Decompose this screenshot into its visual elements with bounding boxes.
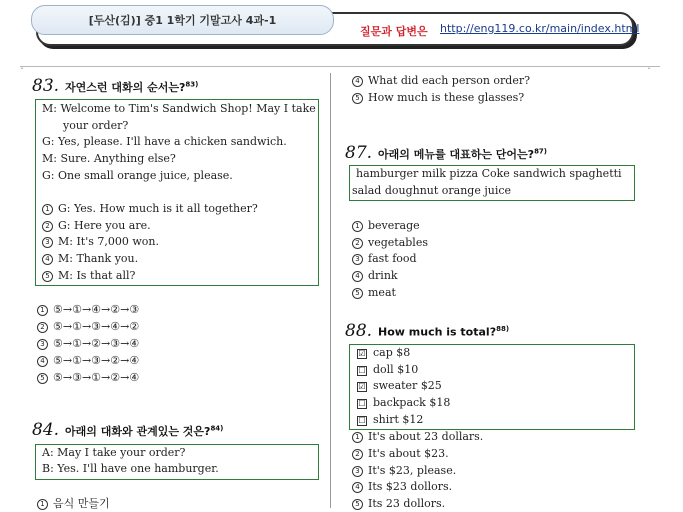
q88-option-4[interactable]: 4 Its $23 dollors.	[352, 478, 452, 495]
page-mark-left: ˯	[20, 60, 24, 69]
q83-dialogue-line: M: Sure. Anything else?	[42, 152, 176, 165]
q83-dialogue-line: M: Welcome to Tim's Sandwich Shop! May I take	[42, 102, 316, 115]
q88-items-box	[349, 344, 635, 430]
q84-number: 84.	[32, 420, 60, 440]
q87-menu-line: salad doughnut orange juice	[352, 184, 512, 197]
q88-number: 88.	[345, 321, 373, 341]
q84-prompt: 아래의 대화와 관계있는 것은?$^{84)}$	[65, 424, 224, 438]
q83-sentence: 4 M: Thank you.	[42, 251, 138, 267]
column-divider	[330, 73, 331, 508]
q84-title	[32, 420, 223, 440]
q83-prompt: 자연스런 대화의 순서는?$^{83)}$	[65, 80, 199, 94]
q87-option-4[interactable]: 4 drink	[352, 267, 398, 284]
checkbox-icon: ☐	[358, 366, 366, 375]
q83-sentence: 2 G: Here you are.	[42, 218, 151, 234]
q87-option-1[interactable]: 1 beverage	[352, 217, 420, 234]
q88-prompt: How much is total?$^{88)}$	[378, 325, 510, 339]
q88-option-3[interactable]: 3 It's $23, please.	[352, 462, 456, 479]
q88-item: ☑ sweater $25	[358, 379, 442, 392]
q87-prompt: 아래의 메뉴를 대표하는 단어는?$^{87)}$	[378, 147, 548, 161]
q83-option-5[interactable]: 5 ⑤→③→①→②→④	[37, 369, 139, 386]
q83-option-3[interactable]: 3 ⑤→①→②→③→④	[37, 335, 139, 352]
q87-number: 87.	[345, 143, 373, 163]
page-mark-right: ˯	[647, 60, 651, 69]
q88-title	[345, 321, 509, 341]
q84-dialogue-line: A: May I take your order?	[42, 446, 186, 459]
qa-label: 질문과 답변은	[360, 25, 428, 38]
q83-dialogue-line: G: One small orange juice, please.	[42, 169, 233, 182]
q83-sentence: 1 G: Yes. How much is it all together?	[42, 201, 258, 217]
checkbox-icon: ☐	[358, 416, 366, 425]
q87-option-2[interactable]: 2 vegetables	[352, 234, 428, 251]
q83-option-4[interactable]: 4 ⑤→①→③→②→④	[37, 352, 139, 369]
q87-menu-box	[349, 165, 635, 201]
q87-option-5[interactable]: 5 meat	[352, 284, 396, 301]
q84-dialogue-line: B: Yes. I'll have one hamburger.	[42, 462, 219, 475]
q88-item: ☐ doll $10	[358, 363, 419, 376]
q88-option-2[interactable]: 2 It's about $23.	[352, 445, 449, 462]
q88-item: ☑ cap $8	[358, 346, 411, 359]
q83-dialogue-line: your order?	[63, 119, 129, 132]
q83-option-2[interactable]: 2 ⑤→①→③→④→②	[37, 318, 139, 335]
q84-dialogue-box	[35, 444, 319, 480]
checkbox-icon: ☑	[358, 382, 366, 391]
q83-dialogue-box	[35, 99, 319, 286]
q87-menu-line: hamburger milk pizza Coke sandwich spaghetti	[356, 167, 622, 180]
q83-dialogue-line: G: Yes, please. I'll have a chicken sandwich.	[42, 135, 287, 148]
q88-option-1[interactable]: 1 It's about 23 dollars.	[352, 428, 483, 445]
worksheet-title: [두산(김)] 중1 1학기 기말고사 4과-1	[31, 5, 334, 35]
q88-option-5[interactable]: 5 Its 23 dollors.	[352, 495, 445, 512]
q86-option-5[interactable]: 5 How much is these glasses?	[352, 89, 524, 106]
q88-item: ☐ shirt $12	[358, 413, 424, 426]
checkbox-icon: ☑	[358, 349, 366, 358]
q83-sentence: 3 M: It's 7,000 won.	[42, 234, 159, 250]
q87-option-3[interactable]: 3 fast food	[352, 250, 417, 267]
checkbox-icon: ☐	[358, 399, 366, 408]
q84-option-1[interactable]: 1 음식 만들기	[37, 495, 110, 512]
q86-option-4[interactable]: 4 What did each person order?	[352, 72, 530, 89]
site-link[interactable]: http://eng119.co.kr/main/index.html	[440, 22, 640, 35]
q83-sentence: 5 M: Is that all?	[42, 268, 135, 284]
page-rule	[20, 66, 660, 67]
q83-title	[32, 76, 198, 96]
q83-option-1[interactable]: 1 ⑤→①→④→②→③	[37, 301, 139, 318]
q88-item: ☐ backpack $18	[358, 396, 451, 409]
q87-title	[345, 143, 547, 163]
q83-number: 83.	[32, 76, 60, 96]
